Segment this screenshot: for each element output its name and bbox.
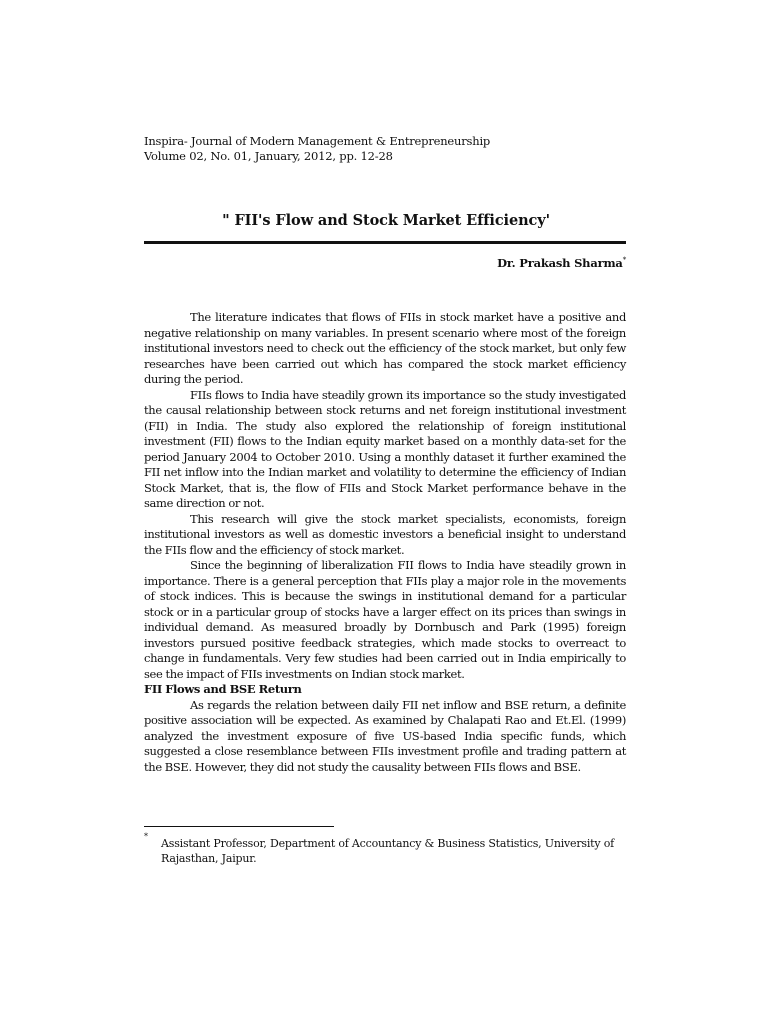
paragraph-3: This research will give the stock market specialists, economists, foreign institutional investors as well as domestic investors a beneficial insight to understand the FIIs flow and the efficiency of stock market. — [144, 511, 626, 557]
author-footnote-mark: * — [622, 256, 626, 265]
article-body — [144, 310, 626, 775]
footnote-divider — [144, 826, 334, 827]
section-heading: FII Flows and BSE Return — [144, 682, 302, 696]
title-divider — [144, 241, 626, 244]
journal-volume-info: Volume 02, No. 01, January, 2012, pp. 12-28 — [144, 149, 393, 163]
paragraph-2: FIIs flows to India have steadily grown its importance so the study investigated the causal relationship between stock returns and net foreign institutional investment (FII) in India. The study also explored the relationship of foreign institutional investment (FII) flows to the Indian equity market based on a monthly data-set for the period January 2004 to October 2010. Using a monthly dataset it further examined the FII net inflow into the Indian market and volatility to determine the efficiency of Indian Stock Market, that is, the flow of FIIs and Stock Market performance behave in the same direction or not. — [144, 387, 626, 510]
journal-name: Inspira- Journal of Modern Management & Entrepreneurship — [144, 134, 491, 148]
paragraph-1: The literature indicates that flows of FIIs in stock market have a positive and negative relationship on many variables. In present scenario where most of the foreign institutional investors need to check out the efficiency of the stock market, but only few researches have been carried out which has compared the stock market efficiency during the period. — [144, 310, 626, 386]
journal-page — [144, 0, 628, 1024]
paragraph-5: As regards the relation between daily FII net inflow and BSE return, a definite positive association will be expected. As examined by Chalapati Rao and Et.El. (1999) analyzed the investment exposure of five US-based India specific funds, which suggested a close resemblance between FIIs investment profile and trading pattern at the BSE. However, they did not study the causality between FIIs flows and BSE. — [144, 697, 626, 774]
author-line — [497, 256, 626, 270]
journal-citation — [144, 134, 490, 164]
paragraph-4: Since the beginning of liberalization FII flows to India have steadily grown in importance. There is a general perception that FIIs play a major role in the movements of stock indices. This is because the swings in institutional demand for a particular stock or in a particular group of stocks have a larger effect on its prices than swings in individual demand. As measured broadly by Dornbusch and Park (1995) foreign investors pursued positive feedback strategies, which made stocks to overreact to change in fundamentals. Very few studies had been carried out in India empirically to see the impact of FIIs investments on Indian stock market. — [144, 558, 626, 681]
footnote-text: Assistant Professor, Department of Accountancy & Business Statistics, University of Rajasthan, Jaipur. — [161, 837, 615, 865]
article-title: " FII's Flow and Stock Market Efficiency' — [222, 212, 550, 229]
author-name: Dr. Prakash Sharma — [497, 256, 623, 270]
footnote-mark: * — [144, 832, 148, 841]
